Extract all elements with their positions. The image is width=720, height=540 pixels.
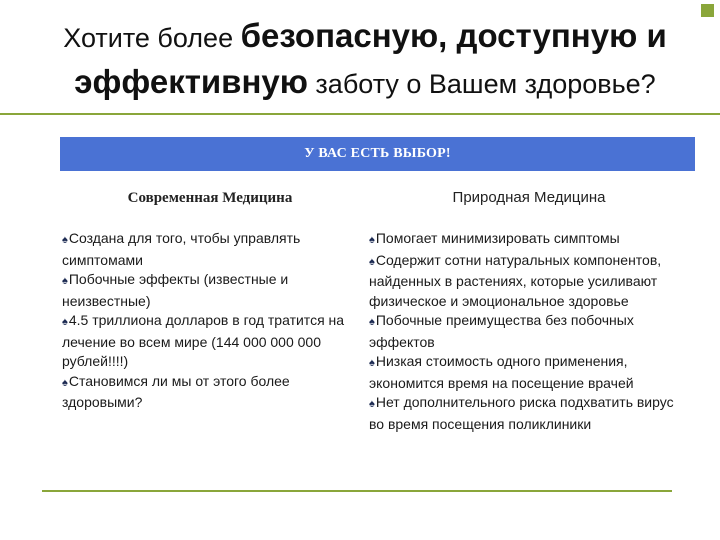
list-item: ♠Помогает минимизировать симптомы [369,230,620,246]
list-item: ♠4.5 триллиона долларов в год тратится на лечение во всем мире (144 000 000 000 рублей!!!!) [62,312,345,369]
spade-bullet-icon: ♠ [369,234,375,246]
spade-bullet-icon: ♠ [369,357,375,369]
modern-medicine-list [62,229,352,413]
spade-bullet-icon: ♠ [369,255,375,268]
list-item: ♠Содержит сотни натуральных компонентов, найденных в растениях, которые усиливают физическое и эмоциональное здоровье [369,251,662,309]
title-part-3: эффективную [74,63,308,100]
list-item: ♠Создана для того, чтобы управлять симптомами [62,230,301,268]
list-item: ♠Побочные преимущества без побочных эффектов [369,312,634,350]
list-item: ♠Становимся ли мы от этого более здоровыми? [62,372,290,410]
title-part-2: безопасную, доступную и [240,17,667,54]
title-part-4: заботу о Вашем здоровье? [307,69,656,99]
spade-bullet-icon: ♠ [62,234,68,246]
top-divider [0,113,720,115]
spade-bullet-icon: ♠ [369,316,375,328]
list-item: ♠Низкая стоимость одного применения, экономится время на посещение врачей [369,353,634,391]
spade-bullet-icon: ♠ [62,316,68,328]
spade-bullet-icon: ♠ [369,398,375,410]
bottom-divider [42,490,672,492]
choice-banner: У ВАС ЕСТЬ ВЫБОР! [60,137,695,171]
list-item: ♠Побочные эффекты (известные и неизвестные) [62,271,289,309]
title-part-1: Хотите более [63,23,241,53]
list-item: ♠Нет дополнительного риска подхватить вирус во время посещения поликлиники [369,394,674,432]
corner-accent-square [701,4,714,17]
modern-medicine-heading: Современная Медицина [127,190,293,206]
slide-title [30,14,700,106]
spade-bullet-icon: ♠ [62,275,68,287]
natural-medicine-list [369,229,689,434]
natural-medicine-heading: Природная Медицина [452,189,606,206]
spade-bullet-icon: ♠ [62,376,68,389]
